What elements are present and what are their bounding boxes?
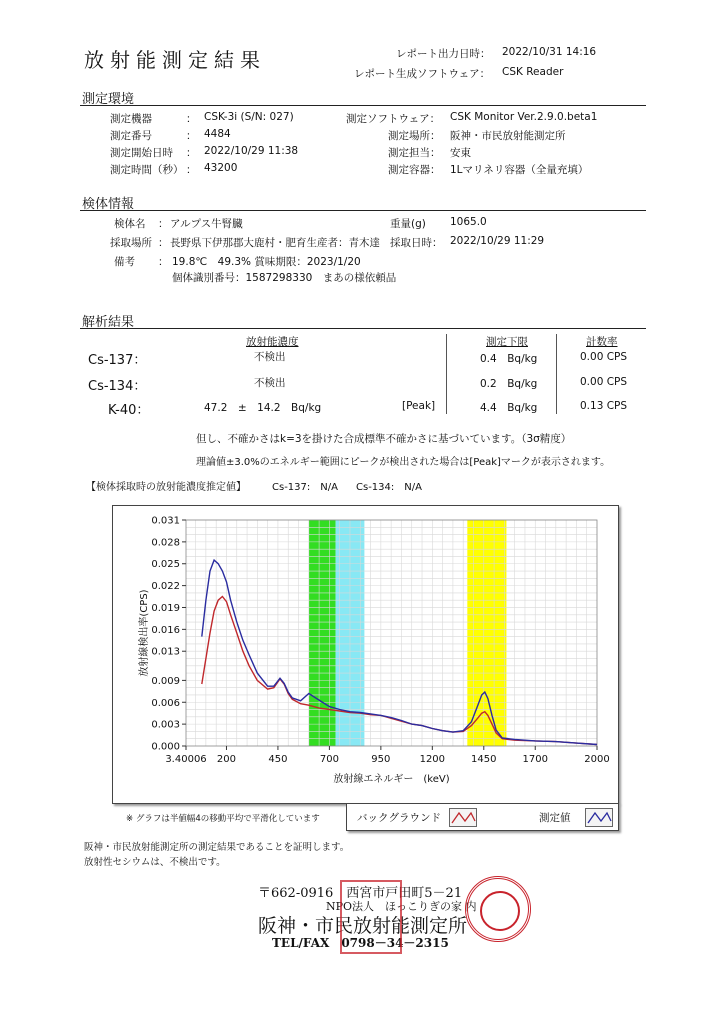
sample-name: アルプス牛腎臓	[170, 218, 243, 230]
software-label: 測定ソフトウェア：	[346, 113, 441, 125]
report-time-label: レポート出力日時：	[396, 48, 491, 60]
results-section-title: 解析結果	[82, 315, 135, 330]
col-divider-2	[556, 334, 557, 414]
x-axis-label: 放射線エネルギー (keV)	[333, 774, 450, 785]
spectrum-chart-frame	[112, 505, 619, 804]
estimate-cs134: Cs-134: N/A	[356, 482, 422, 493]
legend-meas-swatch	[585, 808, 613, 827]
y-tick-label: 0.019	[151, 602, 180, 614]
container-value: 1Lマリネリ容器（全量充填）	[450, 164, 589, 176]
env-rule	[80, 105, 646, 106]
x-tick-label: 1200	[419, 754, 446, 765]
chart-legend	[346, 803, 619, 831]
row-cs134-limit: 0.2 Bq/kg	[480, 378, 538, 390]
y-tick-label: 0.028	[151, 537, 180, 549]
postal-address: 〒662-0916 西宮市戸田町5－21	[258, 886, 463, 901]
x-tick-label: 950	[371, 754, 391, 765]
y-axis-label: 放射線検出率(CPS)	[139, 589, 150, 677]
origin-value: 長野県下伊那郡大鹿村・肥育生産者：青木達	[170, 237, 380, 249]
x-tick-label: 700	[319, 754, 339, 765]
x-tick-label: 450	[268, 754, 288, 765]
legend-bg-label: バックグラウンド	[357, 812, 441, 824]
device-label: 測定機器	[110, 113, 152, 125]
software-value: CSK Monitor Ver.2.9.0.beta1	[450, 111, 598, 123]
org-name: 阪神・市民放射能測定所	[258, 915, 468, 937]
x-tick-label: 1450	[471, 754, 497, 765]
note-colon: ：	[158, 256, 169, 268]
col-divider-1	[446, 334, 447, 414]
y-tick-label: 0.003	[151, 719, 180, 731]
results-rule	[80, 328, 646, 329]
y-tick-label: 0.016	[151, 624, 180, 636]
row-k40-conc: 47.2 ± 14.2 Bq/kg	[204, 402, 322, 414]
cesium-line: 放射性セシウムは、不検出です。	[84, 857, 226, 868]
env-section-title: 測定環境	[82, 92, 135, 107]
start-value: 2022/10/29 11:38	[204, 145, 299, 157]
page-title: 放射能測定結果	[84, 48, 266, 72]
sample-name-label: 検体名	[114, 218, 146, 230]
seal-round	[465, 876, 531, 942]
y-tick-label: 0.022	[151, 581, 180, 593]
peak-note: 理論値±3.0%のエネルギー範囲にピークが検出された場合は[Peak]マークが表示されます。	[196, 457, 611, 468]
x-tick-label: 2000	[584, 754, 610, 765]
tel-fax: TEL/FAX 0798－34－2315	[272, 936, 449, 950]
col-limit-header: 測定下限	[486, 336, 528, 348]
org-subtitle: NPO法人 ほっこりぎの家 内	[326, 900, 477, 913]
chart-note: ※ グラフは半値幅4の移動平均で平滑化しています	[126, 814, 320, 824]
number-value: 4484	[204, 128, 231, 140]
staff-label: 測定担当：	[388, 147, 441, 159]
date-value: 2022/10/29 11:29	[450, 235, 545, 247]
y-tick-label: 0.009	[151, 675, 180, 687]
place-value: 阪神・市民放射能測定所	[450, 130, 566, 142]
staff-value: 安東	[450, 147, 471, 159]
y-tick-label: 0.006	[151, 697, 180, 709]
energy-band-0	[309, 520, 336, 746]
report-software-label: レポート生成ソフトウェア：	[354, 68, 491, 80]
row-cs137-limit: 0.4 Bq/kg	[480, 353, 538, 365]
y-tick-label: 0.025	[151, 559, 180, 571]
note-label: 備考	[114, 256, 135, 268]
duration-colon: ：	[186, 164, 197, 176]
container-label: 測定容器：	[388, 164, 441, 176]
y-tick-label: 0.031	[151, 515, 180, 527]
y-tick-label: 0.013	[151, 646, 180, 658]
duration-label: 測定時間（秒）	[110, 164, 184, 176]
y-tick-label: 0.000	[151, 741, 180, 753]
device-value: CSK-3i (S/N: 027)	[204, 111, 294, 123]
device-colon: ：	[186, 113, 197, 125]
series-line-background	[202, 597, 597, 745]
duration-value: 43200	[204, 162, 238, 174]
x-tick-label: 200	[216, 754, 237, 765]
seal-square	[340, 880, 402, 954]
row-cs134-conc: 不検出	[254, 377, 286, 389]
number-colon: ：	[186, 130, 197, 142]
place-label: 測定場所：	[388, 130, 441, 142]
weight-label: 重量(g)	[390, 218, 426, 230]
weight-value: 1065.0	[450, 216, 487, 228]
x-tick-label: 1700	[522, 754, 548, 765]
report-time: 2022/10/31 14:16	[502, 46, 597, 58]
certification-line: 阪神・市民放射能測定所の測定結果であることを証明します。	[84, 842, 350, 853]
number-label: 測定番号	[110, 130, 152, 142]
uncertainty-note: 但し、不確かさはk=3を掛けた合成標準不確かさに基づいています。（3σ精度）	[196, 433, 572, 445]
row-k40-rate: 0.13 CPS	[580, 400, 628, 412]
energy-band-2	[467, 520, 506, 746]
legend-meas-label: 測定値	[539, 812, 571, 824]
row-k40-nuclide: K-40：	[108, 403, 150, 418]
spectrum-chart	[113, 506, 618, 803]
row-cs134-nuclide: Cs-134：	[88, 379, 147, 394]
row-cs137-rate: 0.00 CPS	[580, 351, 628, 363]
sample-rule	[80, 210, 646, 211]
report-software: CSK Reader	[502, 66, 564, 78]
estimate-label: 【検体採取時の放射能濃度推定値】	[86, 482, 246, 493]
origin-label: 採取場所	[110, 237, 152, 249]
row-cs134-rate: 0.00 CPS	[580, 376, 628, 388]
note-line2: 個体識別番号：1587298330 まあの様依頼品	[172, 272, 397, 284]
x-tick-label: 3.40006	[165, 754, 207, 765]
start-label: 測定開始日時	[110, 147, 173, 159]
sample-section-title: 検体情報	[82, 197, 135, 212]
row-k40-limit: 4.4 Bq/kg	[480, 402, 538, 414]
origin-colon: ：	[158, 237, 169, 249]
date-label: 採取日時：	[390, 237, 443, 249]
row-cs137-conc: 不検出	[254, 351, 286, 363]
legend-bg-swatch	[449, 808, 477, 827]
sample-name-colon: ：	[158, 218, 169, 230]
start-colon: ：	[186, 147, 197, 159]
note-line1: 19.8℃ 49.3% 賞味期限：2023/1/20	[172, 256, 361, 268]
row-k40-peak: [Peak]	[402, 400, 436, 412]
estimate-cs137: Cs-137: N/A	[272, 482, 338, 493]
col-conc-header: 放射能濃度	[246, 336, 299, 348]
row-cs137-nuclide: Cs-137：	[88, 353, 147, 368]
col-rate-header: 計数率	[586, 336, 618, 348]
